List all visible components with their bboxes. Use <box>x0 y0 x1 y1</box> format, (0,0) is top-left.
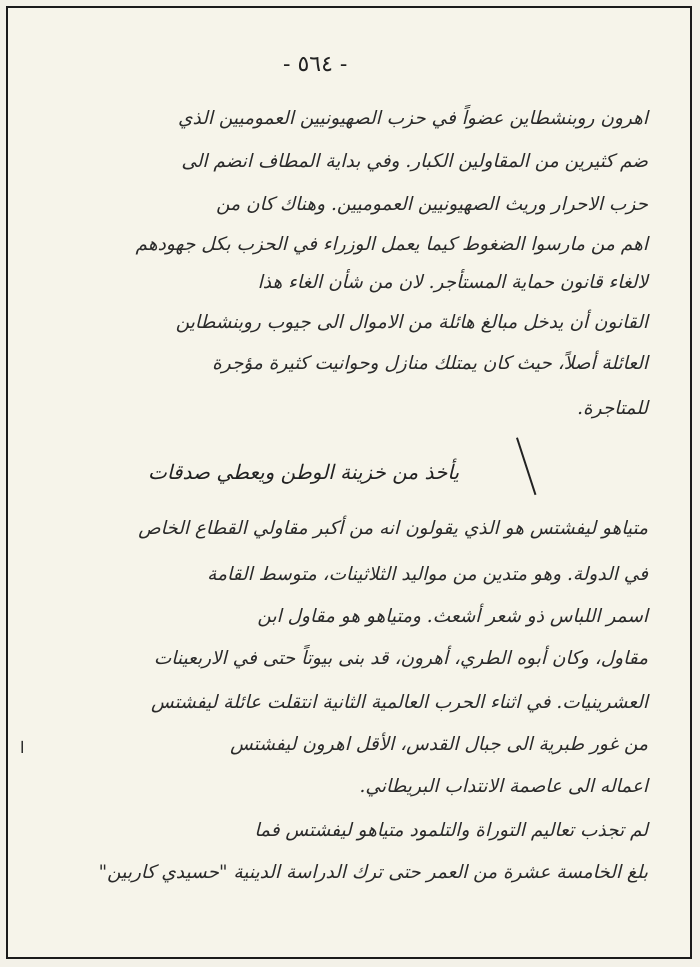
text-line: اسمر اللباس ذو شعر أشعث. ومتياهو هو مقاول ابن <box>257 606 648 627</box>
text-line: متياهو ليفشتس هو الذي يقولون انه من أكبر مقاولي القطاع الخاص <box>138 518 648 539</box>
text-line: في الدولة. وهو متدين من مواليد الثلاثينات، متوسط القامة <box>207 564 648 585</box>
text-line: للمتاجرة. <box>577 398 648 419</box>
heading-marker-stroke <box>516 437 536 495</box>
text-line: ضم كثيرين من المقاولين الكبار. وفي بداية المطاف انضم الى <box>181 151 648 172</box>
text-line: بلغ الخامسة عشرة من العمر حتى ترك الدراسة الدينية "حسيدي كاربين" <box>98 862 648 883</box>
text-line: لالغاء قانون حماية المستأجر. لان من شأن الغاء هذا <box>257 272 648 293</box>
document-page-frame <box>6 6 692 959</box>
text-line: من غور طبرية الى جبال القدس، الأقل اهرون ليفشتس <box>230 734 648 755</box>
handwritten-page <box>8 8 690 957</box>
page-number: - ٥٦٤ - <box>283 52 348 77</box>
text-line: حزب الاحرار وريث الصهيونيين العموميين. وهناك كان من <box>216 194 648 215</box>
text-line: اهم من مارسوا الضغوط كيما يعمل الوزراء في الحزب بكل جهودهم <box>135 234 648 255</box>
text-line: اهرون روبنشطاين عضواً في حزب الصهيونيين العموميين الذي <box>178 108 648 129</box>
section-heading: يأخذ من خزينة الوطن ويعطي صدقات <box>148 460 460 484</box>
text-line: القانون أن يدخل مبالغ هائلة من الاموال الى جيوب روبنشطاين <box>175 312 648 333</box>
text-line: مقاول، وكان أبوه الطري، أهرون، قد بنى بيوتاً حتى في الاربعينات <box>153 648 648 669</box>
text-line: اعماله الى عاصمة الانتداب البريطاني. <box>359 776 648 797</box>
margin-mark: ا <box>20 738 25 757</box>
text-line: العشرينيات. في اثناء الحرب العالمية الثانية انتقلت عائلة ليفشتس <box>151 692 648 713</box>
text-line: لم تجذب تعاليم التوراة والتلمود متياهو ليفشتس فما <box>254 820 648 841</box>
text-line: العائلة أصلاً، حيث كان يمتلك منازل وحوانيت كثيرة مؤجرة <box>212 353 648 374</box>
